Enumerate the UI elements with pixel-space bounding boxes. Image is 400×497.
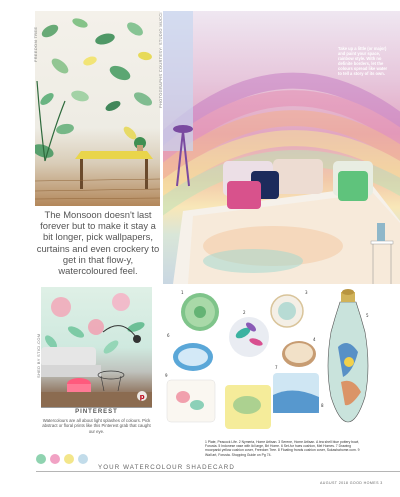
divider	[41, 407, 152, 408]
leaf-wallpaper-illustration	[35, 11, 160, 206]
product-number: 3	[305, 290, 308, 295]
shadecard-label: YOUR WATERCOLOUR SHADECARD	[98, 464, 235, 471]
product-number: 2	[243, 310, 246, 315]
leaf-wallpaper-photo	[35, 11, 160, 206]
photo-credit-leaves: FREEDOM TREE	[33, 26, 38, 62]
product-credits: 1 Plate, Peacock Life. 2 Nymeria, Home Artisan. 3 Serene, Home Artisan. A tea shell blue pottery bowl, Forusta. 5 Indonese vase with lid large, Bri Home. 6 Set-fur hues cushion, Mel Homes. 7 Drawing moorpanki yellow cushion cover, Freedom Tree. 8 Floating fronds cushion cover, Sukashahome.com. 9 Wall art, Forusta. Shopping Guide on Pg 74.	[205, 440, 360, 457]
footer-divider	[36, 471, 400, 472]
photo-credit-bedroom: PHOTOGRAPHS COURTESY: STUDIO MUCCI	[158, 12, 163, 108]
pinterest-room-illustration	[41, 287, 152, 408]
swatch-pink	[50, 454, 60, 464]
products-illustration	[163, 287, 373, 439]
products-collage	[163, 287, 373, 439]
pinterest-description: Watercolours are all about light splashes of colours. Pick abstract or floral prints like this Pinterest grab that caught our eye.	[42, 418, 151, 434]
product-number: 1	[181, 290, 184, 295]
product-number: 4	[313, 337, 316, 342]
bedroom-caption: Take up a little (or major) and paint your space, rainbow style. With no definite borders, let the colours spread like water to tell a story of its own.	[338, 46, 388, 76]
swatch-mint	[36, 454, 46, 464]
swatch-blue	[78, 454, 88, 464]
product-number: 5	[366, 313, 369, 318]
pull-quote: The Monsoon doesn't last forever but to make it stay a bit longer, pick wallpapers, curtains and even crockery to get in that flow-y, watercoloured feel.	[36, 209, 160, 277]
page-folio: AUGUST 2018 GOOD HOMES 3	[320, 481, 383, 485]
product-number: 7	[275, 365, 278, 370]
photo-credit-pinterest: SHED BY STICI.COM	[36, 333, 41, 378]
product-number: 9	[165, 373, 168, 378]
swatch-yellow	[64, 454, 74, 464]
product-number: 6	[167, 333, 170, 338]
pinterest-photo	[41, 287, 152, 408]
svg-text:p: p	[139, 392, 145, 401]
pinterest-label: PINTEREST	[75, 409, 118, 415]
product-number: 8	[321, 403, 324, 408]
